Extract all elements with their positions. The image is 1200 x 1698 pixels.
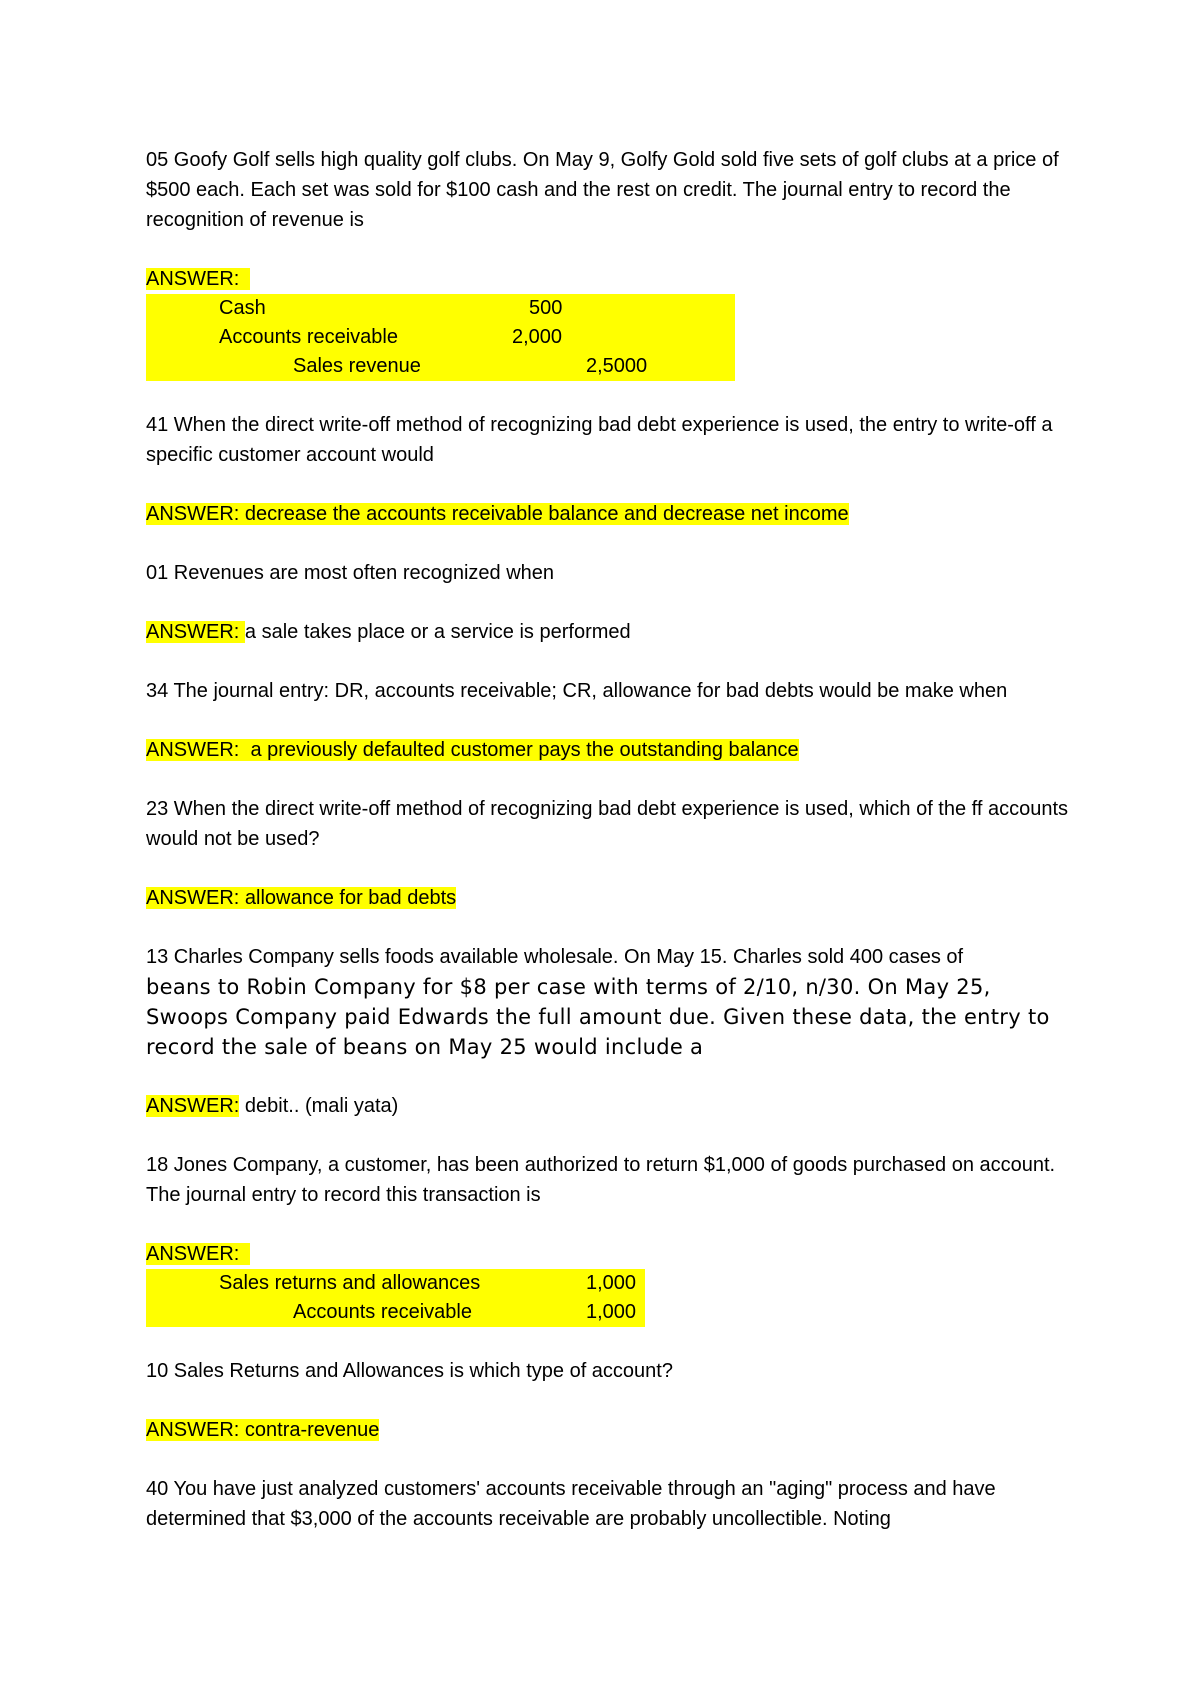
- journal-row-accounts-receivable-18: [146, 1298, 645, 1327]
- question-01: 01 Revenues are most often recognized when: [146, 562, 555, 584]
- answer-34: ANSWER: a previously defaulted customer pays the outstanding balance: [146, 739, 799, 761]
- journal-amount: 500: [529, 297, 563, 319]
- answer-10: ANSWER: contra-revenue: [146, 1419, 380, 1441]
- answer-23: ANSWER: allowance for bad debts: [146, 887, 457, 909]
- question-23: 23 When the direct write-off method of recognizing bad debt experience is used, which of the ff accounts would not be used?: [146, 798, 1069, 850]
- answer-label-18: ANSWER:: [146, 1243, 240, 1265]
- journal-amount: 2,5000: [586, 355, 648, 377]
- answer-label-13: ANSWER:: [146, 1095, 240, 1117]
- answer-13: debit.. (mali yata): [239, 1095, 399, 1117]
- journal-amount: 2,000: [512, 326, 563, 348]
- journal-row-cash: [146, 294, 735, 323]
- journal-row-sales-returns: [146, 1269, 645, 1298]
- question-13-rest: beans to Robin Company for $8 per case with terms of 2/10, n/30. On May 25, Swoops Company paid Edwards the full amount due. Given these data, the entry to record the sale of beans on May 25 would include a: [146, 975, 1050, 1059]
- journal-account: Accounts receivable: [293, 1301, 472, 1323]
- answer-label-05: ANSWER:: [146, 268, 240, 290]
- journal-amount: 1,000: [586, 1272, 637, 1294]
- question-18: 18 Jones Company, a customer, has been authorized to return $1,000 of goods purchased on account. The journal entry to record this transaction is: [146, 1154, 1056, 1206]
- journal-account: Accounts receivable: [219, 326, 398, 348]
- answer-label-01: ANSWER:: [146, 621, 245, 643]
- journal-row-sales-revenue: [146, 352, 735, 381]
- journal-row-accounts-receivable: [146, 323, 735, 352]
- journal-account: Sales returns and allowances: [219, 1272, 481, 1294]
- journal-account: Sales revenue: [293, 355, 421, 377]
- question-41: 41 When the direct write-off method of recognizing bad debt experience is used, the entry to write-off a specific customer account would: [146, 414, 1053, 466]
- journal-amount: 1,000: [586, 1301, 637, 1323]
- question-13-line1: 13 Charles Company sells foods available wholesale. On May 15. Charles sold 400 cases of: [146, 946, 964, 968]
- question-40: 40 You have just analyzed customers' accounts receivable through an "aging" process and have determined that $3,000 of the accounts receivable are probably uncollectible. Noting: [146, 1478, 996, 1530]
- question-05: 05 Goofy Golf sells high quality golf clubs. On May 9, Golfy Gold sold five sets of golf clubs at a price of $500 each. Each set was sold for $100 cash and the rest on credit. The journal entry to record the recognition of revenue is: [146, 149, 1059, 231]
- answer-41: ANSWER: decrease the accounts receivable balance and decrease net income: [146, 503, 849, 525]
- question-10: 10 Sales Returns and Allowances is which type of account?: [146, 1360, 673, 1382]
- document-content: [146, 145, 1076, 1534]
- journal-account: Cash: [219, 297, 266, 319]
- answer-01: a sale takes place or a service is performed: [244, 621, 631, 643]
- question-34: 34 The journal entry: DR, accounts receivable; CR, allowance for bad debts would be make when: [146, 680, 1008, 702]
